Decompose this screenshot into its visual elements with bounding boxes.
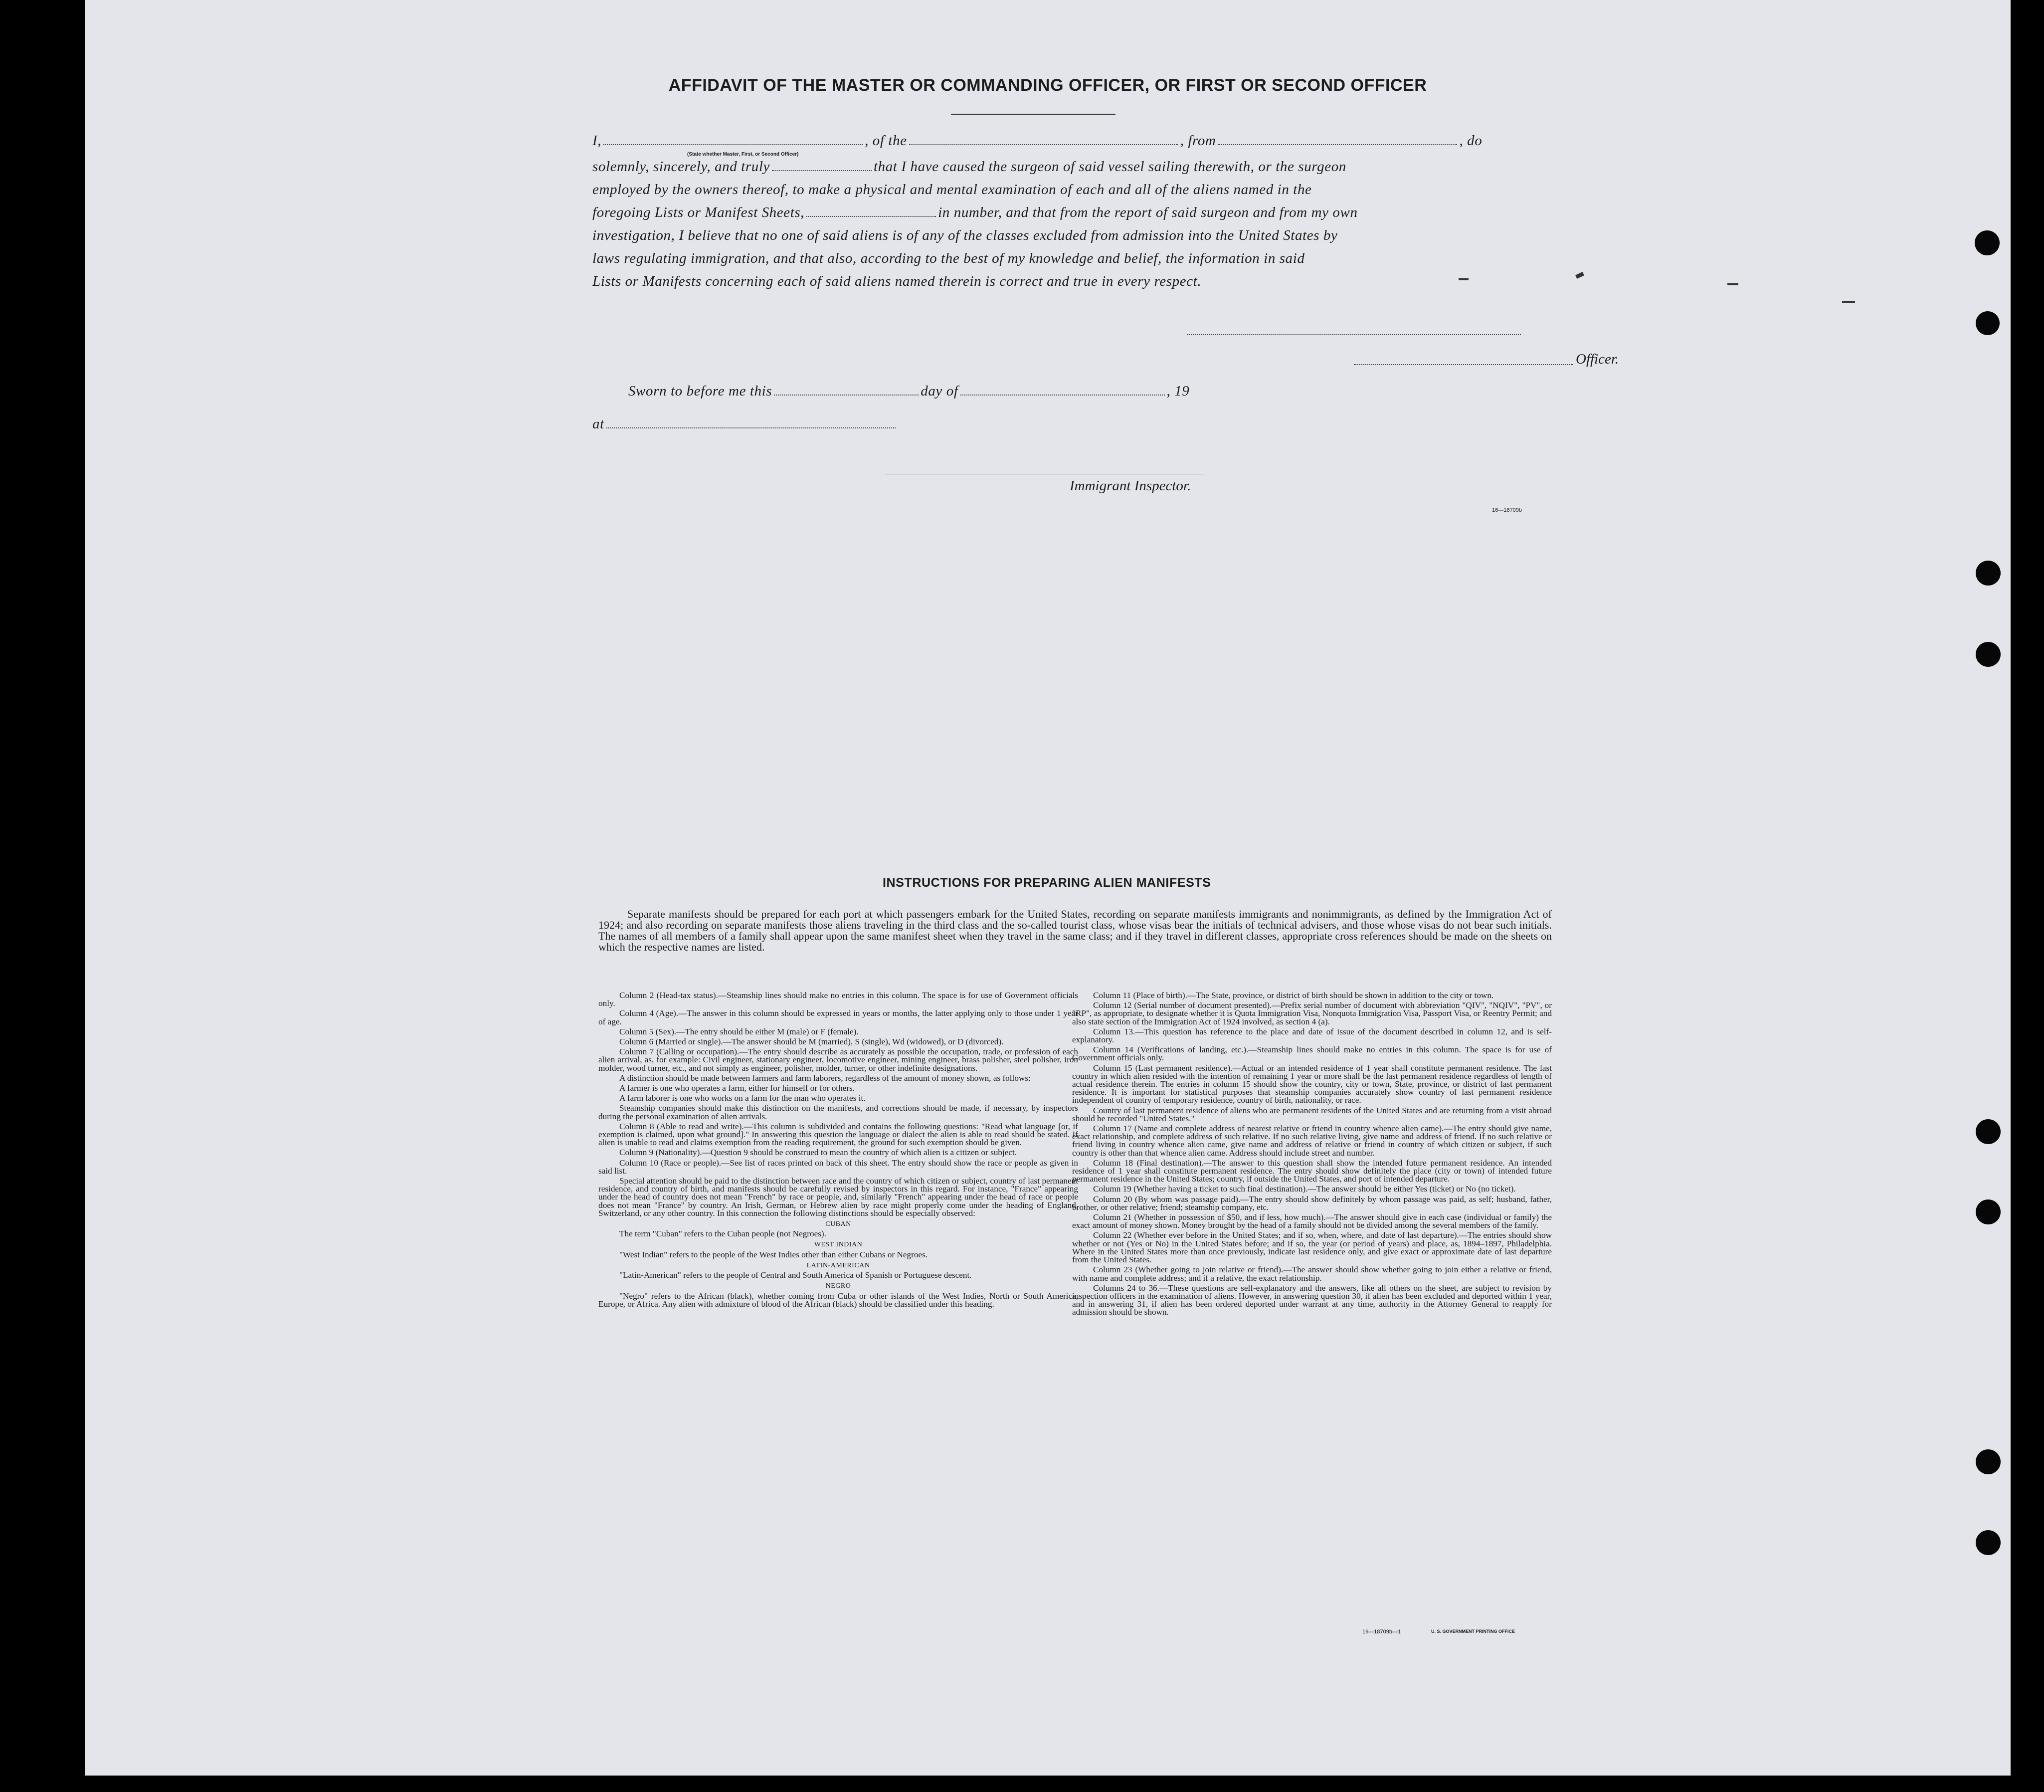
affidavit-line-6: laws regulating immigration, and that also, according to the best of my knowledge and belief, the information in said [592,250,1305,266]
latin-american-heading: LATIN-AMERICAN [806,1261,870,1269]
instruction-paragraph: Steamship companies should make this distinction on the manifests, and corrections should be made, if necessary, by inspectors during the personal examination of alien arrivals. [598,1103,1078,1121]
instruction-paragraph: Column 5 (Sex).—The entry should be either M (male) or F (female). [619,1026,859,1036]
instruction-paragraph: Column 9 (Nationality).—Question 9 should be construed to mean the country of which alien is a citizen or subject. [619,1148,1017,1158]
scan-speck [1727,283,1738,285]
punch-hole [1976,311,2000,335]
oath-blank[interactable] [772,170,872,171]
sheet-count-blank[interactable] [806,216,936,217]
instruction-paragraph: Column 22 (Whether ever before in the United States; and if so, when, where, and date of last departure).—The entries should show whether or not (Yes or No) in the United States before; and if so, the year (or period of years) and place, as, 1894–1897, Philadelphia. Where in the United States more than once previously, indicate last residence only, and give exact or approximate date of last departure from the United States. [1072,1230,1552,1265]
vessel-name-blank[interactable] [909,144,1178,145]
instruction-paragraph: A farm laborer is one who works on a farm for the man who operates it. [619,1093,866,1103]
instruction-paragraph: Column 23 (Whether going to join relative or friend).—The answer should show whether going to join either a relative or friend, with name and complete address; and if a relative, the exact relationship. [1072,1265,1552,1283]
instruction-paragraph: Column 18 (Final destination).—The answer to this question shall show the intended future permanent residence. An intended residence of 1 year shall constitute permanent residence. The entry should show definitely the place (city or town) of intended future permanent residence in the United States; country, if outside the United States, and port of intended departure. [1072,1158,1552,1184]
instruction-paragraph: Column 13.—This question has reference to the place and date of issue of the document described in column 12, and is self-explanatory. [1072,1026,1552,1045]
sworn-day-blank[interactable] [774,395,919,396]
instruction-paragraph: A distinction should be made between farmers and farm laborers, regardless of the amount of money shown, as follows: [619,1073,1031,1083]
west-indian-definition: "West Indian" refers to the people of the West Indies other than either Cubans or Negroes. [619,1249,928,1259]
punch-hole [1976,1530,2001,1555]
punch-hole [1976,642,2001,667]
instruction-paragraph: Column 11 (Place of birth).—The State, province, or district of birth should be shown in addition to the city or town. [1093,991,1494,1000]
instruction-paragraph: Column 17 (Name and complete address of nearest relative or friend in country whence alien came).—The entry should give name, exact relationship, and complete address of such relative. If no such relative living, give name and address of friend. If no such relative or friend living in country whence alien came, give name and address of relative or friend in country of which citizen or subject, if such country is other than that whence alien came. Address should include street and number. [1072,1124,1552,1158]
punch-hole [1976,1199,2001,1224]
officer-title-blank[interactable] [603,144,863,145]
negro-heading: NEGRO [825,1282,851,1290]
affidavit-line-2: solemnly, sincerely, and truly that I have caused the surgeon of said vessel sailing therewith, or the surgeon [592,159,1346,175]
sworn-at-line: at [592,416,1640,432]
title-rule [951,114,1115,115]
instruction-paragraph: Column 21 (Whether in possession of $50, and if less, how much).—The answer should give in each case (individual or family) the exact amount of money shown. Money brought by the head of a family should not be divided among the several members of the family. [1072,1212,1552,1230]
gpo-imprint: U. S. GOVERNMENT PRINTING OFFICE [1431,1629,1515,1634]
form-code: 16—18709b [1492,507,1522,513]
instruction-paragraph: Column 15 (Last permanent residence).—Actual or an intended residence of 1 year shall constitute permanent residence. The last country in which alien resided with the intention of remaining 1 year or more shall be the last permanent residence regardless of length of actual residence therein. The entries in column 15 should show the country, city or town, State, province, or district of last permanent residence. It is important for statistical purposes that steamship companies accurately show country of last permanent residence independent of country of temporary residence, country of birth, nationality, or race. [1072,1063,1552,1105]
punch-hole [1975,230,2000,255]
instruction-paragraph: Column 6 (Married or single).—The answer should be M (married), S (single), Wd (widowed), or D (divorced). [619,1037,1004,1047]
latin-american-definition: "Latin-American" refers to the people of Central and South America of Spanish or Portuguese descent. [619,1270,972,1280]
instruction-paragraph: Column 20 (By whom was passage paid).—The entry should show definitely by whom passage was paid, as self; husband, father, brother, or other relative; friend; steamship company, etc. [1072,1194,1552,1212]
instruction-paragraph: A farmer is one who operates a farm, either for himself or for others. [619,1083,855,1093]
instruction-paragraph: Column 7 (Calling or occupation).—The entry should describe as accurately as possible the occupation, trade, or profession of each alien arrival, as, for example: Civil engineer, stationary engineer, locomotive engineer, mining engineer, brass polisher, steel polisher, iron molder, wood turner, etc., and not simply as engineer, polisher, molder, turner, or other indefinite designations. [598,1047,1078,1073]
affidavit-line-7: Lists or Manifests concerning each of said aliens named therein is correct and true in every respect. [592,273,1202,289]
negro-definition: "Negro" refers to the African (black), whether coming from Cuba or other islands of the West Indies, North or South America, Europe, or Africa. Any alien with admixture of blood of the African (black) should be classified under this heading. [598,1291,1078,1309]
instruction-paragraph: Column 8 (Able to read and write).—This column is subdivided and contains the following questions: "Read what language [or, if exemption is claimed, upon what ground]." In answering this question the language or dialect the alien is able to read should be stated. If alien is unable to read and claims exemption from the reading requirement, the ground for such exemption should be given. [598,1121,1078,1148]
instruction-paragraph: Column 4 (Age).—The answer in this column should be expressed in years or months, the latter applying only to those under 1 year of age. [598,1008,1078,1026]
affidavit-line-5: investigation, I believe that no one of said aliens is of any of the classes excluded from admission into the United States by [592,227,1338,243]
instruction-paragraph: Country of last permanent residence of aliens who are permanent residents of the United States and are returning from a visit abroad should be recorded "United States." [1072,1105,1552,1123]
port-from-blank[interactable] [1218,144,1457,145]
sworn-line: Sworn to before me this day of , 19 [628,383,1190,399]
affidavit-title: AFFIDAVIT OF THE MASTER OR COMMANDING OFFICER, OR FIRST OR SECOND OFFICER [668,76,1427,95]
scan-speck [1459,278,1469,280]
instructions-title: INSTRUCTIONS FOR PREPARING ALIEN MANIFESTS [883,876,1211,890]
state-note: (State whether Master, First, or Second Officer) [687,152,799,157]
affidavit-line-4: foregoing Lists or Manifest Sheets, in number, and that from the report of said surgeon and from my own [592,204,1358,220]
instructions-right-column [1072,992,1552,1319]
instruction-paragraph: Column 2 (Head-tax status).—Steamship lines should make no entries in this column. The space is for use of Government officials only. [598,991,1078,1008]
west-indian-heading: WEST INDIAN [814,1241,863,1249]
manifest-sheet [85,0,2011,1776]
sworn-place-blank[interactable] [606,427,896,428]
instruction-paragraph: Columns 24 to 36.—These questions are self-explanatory and the answers, like all others on the sheet, are subject to revision by inspection officers in the examination of aliens. However, in answering question 30, if alien has been excluded and deported within 1 year, and in answering 31, if alien has been ordered deported under warrant at any time, authority in the Attorney General to reapply for admission should be shown. [1072,1283,1552,1317]
cuban-heading: CUBAN [825,1220,851,1228]
punch-hole [1976,561,2001,586]
inspector-label: Immigrant Inspector. [1070,478,1191,494]
affidavit-line-3: employed by the owners thereof, to make a physical and mental examination of each and all of the aliens named in the [592,182,1312,198]
scan-speck [1842,301,1855,303]
instruction-paragraph: Column 10 (Race or people).—See list of races printed on back of this sheet. The entry should show the race or people as given in said list. [598,1158,1078,1176]
instruction-paragraph: Column 19 (Whether having a ticket to such final destination).—The answer should be either Yes (ticket) or No (no ticket). [1093,1184,1516,1194]
officer-label: Officer. [1576,351,1619,367]
sworn-month-blank[interactable] [960,395,1165,396]
officer-signature-line[interactable] [1187,334,1521,335]
footer-form-code: 16—18709b—1 [1362,1629,1401,1635]
instruction-paragraph: Column 12 (Serial number of document presented).—Prefix serial number of document with abbreviation "QIV", "NQIV", "PV", or "RP", as appropriate, to designate whether it is Quota Immigration Visa, Nonquota Immigration Visa, Passport Visa, or Reentry Permit; and also state section of the Immigration Act of 1924 involved, as section 4 (a). [1072,1000,1552,1026]
affidavit-line-1: I, , of the , from , do [592,133,1483,149]
officer-name-line[interactable] [1354,364,1573,365]
instruction-paragraph: Special attention should be paid to the distinction between race and the country of which citizen or subject, country of last permanent residence, and country of birth, and manifests should be carefully revised by inspectors in this regard. For instance, "France" appearing under the head of country does not mean "French" by race or people, and, similarly "French" appearing under the head of race or people does not mean "France" by country. An Irish, German, or Hebrew alien by race might properly come under the heading of England, Switzerland, or any other country. In this connection the following distinctions should be especially observed: [598,1176,1078,1218]
instructions-intro: Separate manifests should be prepared for each port at which passengers embark for the United States, recording on separate manifests immigrants and nonimmigrants, as defined by the Immigration Act of 1924; and also recording on separate manifests those aliens traveling in the third class and the so-called tourist class, whose visas bear the initials of technical advisers, and those whose visas do not bear such initials. The names of all members of a family shall appear upon the same manifest sheet when they travel in the same class; and if they travel in different classes, appropriate cross references should be made on the sheets on which the respective names are listed. [598,908,1552,953]
cuban-definition: The term "Cuban" refers to the Cuban people (not Negroes). [619,1229,826,1239]
instruction-paragraph: Column 14 (Verifications of landing, etc.).—Steamship lines should make no entries in this column. The space is for use of Government officials only. [1072,1045,1552,1063]
punch-hole [1976,1119,2001,1144]
punch-hole [1976,1449,2001,1474]
instructions-left-column [598,992,1078,1310]
